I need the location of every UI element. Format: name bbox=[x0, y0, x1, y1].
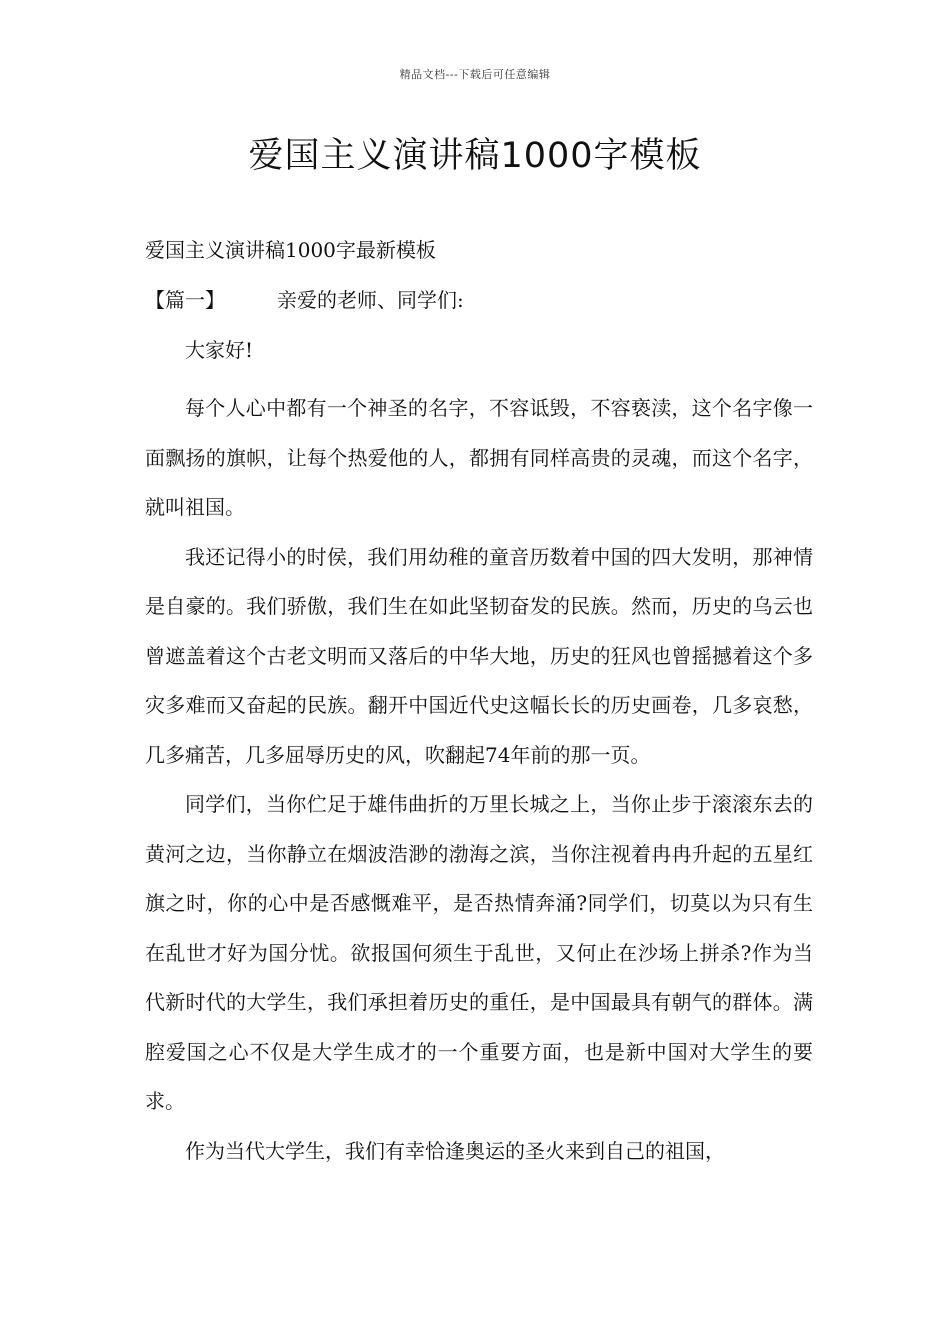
greeting: 大家好! bbox=[185, 338, 254, 362]
paragraph-3: 同学们，当你伫足于雄伟曲折的万里长城之上，当你止步于滚滚东去的黄河之边，当你静立在烟波浩渺的渤海之滨，当你注视着冉冉升起的五星红旗之时，你的心中是否感慨难平，是否热情奔涌?同学们，切莫以为只有生在乱世才好为国分忧。欲报国何须生于乱世，又何止在沙场上拼杀?作为当代新时代的大学生，我们承担着历史的重任，是中国最具有朝气的群体。满腔爱国之心不仅是大学生成才的一个重要方面，也是新中国对大学生的要求。 bbox=[145, 792, 813, 1113]
salutation: 亲爱的老师、同学们: bbox=[277, 288, 464, 312]
document-body bbox=[145, 234, 813, 1176]
paragraph-2: 我还记得小的时侯，我们用幼稚的童音历数着中国的四大发明，那神情是自豪的。我们骄傲，我们生在如此坚韧奋发的民族。然而，历史的乌云也曾遮盖着这个古老文明而又落后的中华大地，历史的狂风也曾摇撼着这个多灾多难而又奋起的民族。翻开中国近代史这幅长长的历史画卷，几多哀愁，几多痛苦，几多屈辱历史的风，吹翻起74年前的那一页。 bbox=[145, 544, 813, 767]
section-heading bbox=[145, 284, 813, 316]
paragraph-1: 每个人心中都有一个神圣的名字，不容诋毁，不容亵渎，这个名字像一面飘扬的旗帜，让每个热爱他的人，都拥有同样高贵的灵魂，而这个名字，就叫祖国。 bbox=[145, 396, 813, 519]
section-tag: 【篇一】 bbox=[145, 288, 225, 312]
paragraph-4: 作为当代大学生，我们有幸恰逢奥运的圣火来到自己的祖国， bbox=[185, 1138, 725, 1163]
document-title: 爱国主义演讲稿1000字模板 bbox=[248, 136, 702, 176]
document-subtitle: 爱国主义演讲稿1000字最新模板 bbox=[145, 238, 436, 262]
header-note: 精品文档---下载后可任意编辑 bbox=[399, 68, 551, 81]
